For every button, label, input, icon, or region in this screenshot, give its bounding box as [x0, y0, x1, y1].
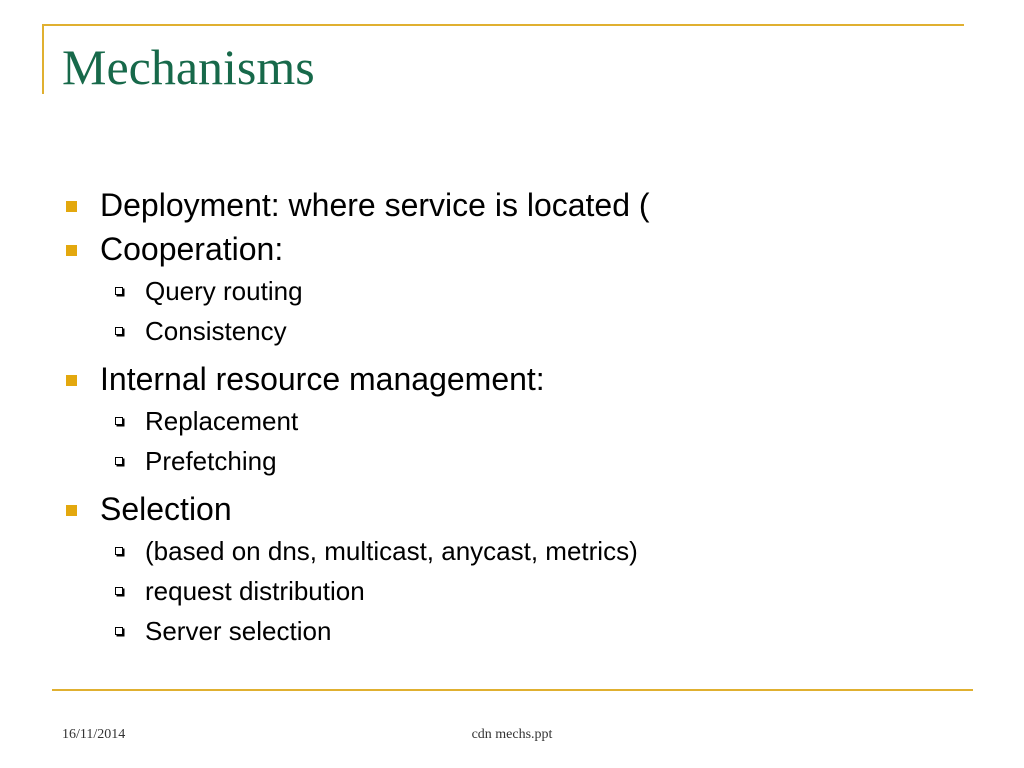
sub-bullet-text: Prefetching	[145, 446, 277, 476]
bullet-text: Selection	[100, 491, 232, 527]
square-bullet-icon	[66, 375, 77, 386]
square-bullet-icon	[66, 245, 77, 256]
sub-bullet-item	[62, 573, 962, 613]
footer-date: 16/11/2014	[62, 727, 126, 742]
bullet-text: Internal resource management:	[100, 361, 545, 397]
title-frame-top-line	[42, 24, 964, 26]
bullet-list	[62, 185, 962, 653]
bullet-item	[62, 185, 962, 229]
square-bullet-icon	[66, 505, 77, 516]
hollow-square-bullet-icon	[115, 457, 123, 465]
sub-bullet-item	[62, 533, 962, 573]
bullet-item	[62, 489, 962, 533]
bullet-text: Cooperation:	[100, 231, 284, 267]
sub-bullet-text: request distribution	[145, 576, 365, 606]
footer-filename: cdn mechs.ppt	[471, 727, 553, 742]
hollow-square-bullet-icon	[115, 547, 123, 555]
sub-bullet-item	[62, 613, 962, 653]
hollow-square-bullet-icon	[115, 327, 123, 335]
sub-bullet-item	[62, 273, 962, 313]
sub-bullet-text: Query routing	[145, 276, 303, 306]
hollow-square-bullet-icon	[115, 287, 123, 295]
sub-bullet-item	[62, 443, 962, 483]
square-bullet-icon	[66, 201, 77, 212]
hollow-square-bullet-icon	[115, 587, 123, 595]
hollow-square-bullet-icon	[115, 417, 123, 425]
hollow-square-bullet-icon	[115, 627, 123, 635]
sub-bullet-item	[62, 313, 962, 353]
bullet-item	[62, 229, 962, 273]
slide-title: Mechanisms	[62, 39, 315, 95]
title-frame-left-line	[42, 24, 44, 94]
sub-bullet-text: Consistency	[145, 316, 287, 346]
sub-bullet-text: (based on dns, multicast, anycast, metrics)	[145, 536, 638, 566]
sub-bullet-item	[62, 403, 962, 443]
footer-divider	[52, 689, 973, 691]
bullet-item	[62, 359, 962, 403]
sub-bullet-text: Server selection	[145, 616, 332, 646]
sub-bullet-text: Replacement	[145, 406, 299, 436]
bullet-text: Deployment: where service is located (	[100, 187, 650, 223]
